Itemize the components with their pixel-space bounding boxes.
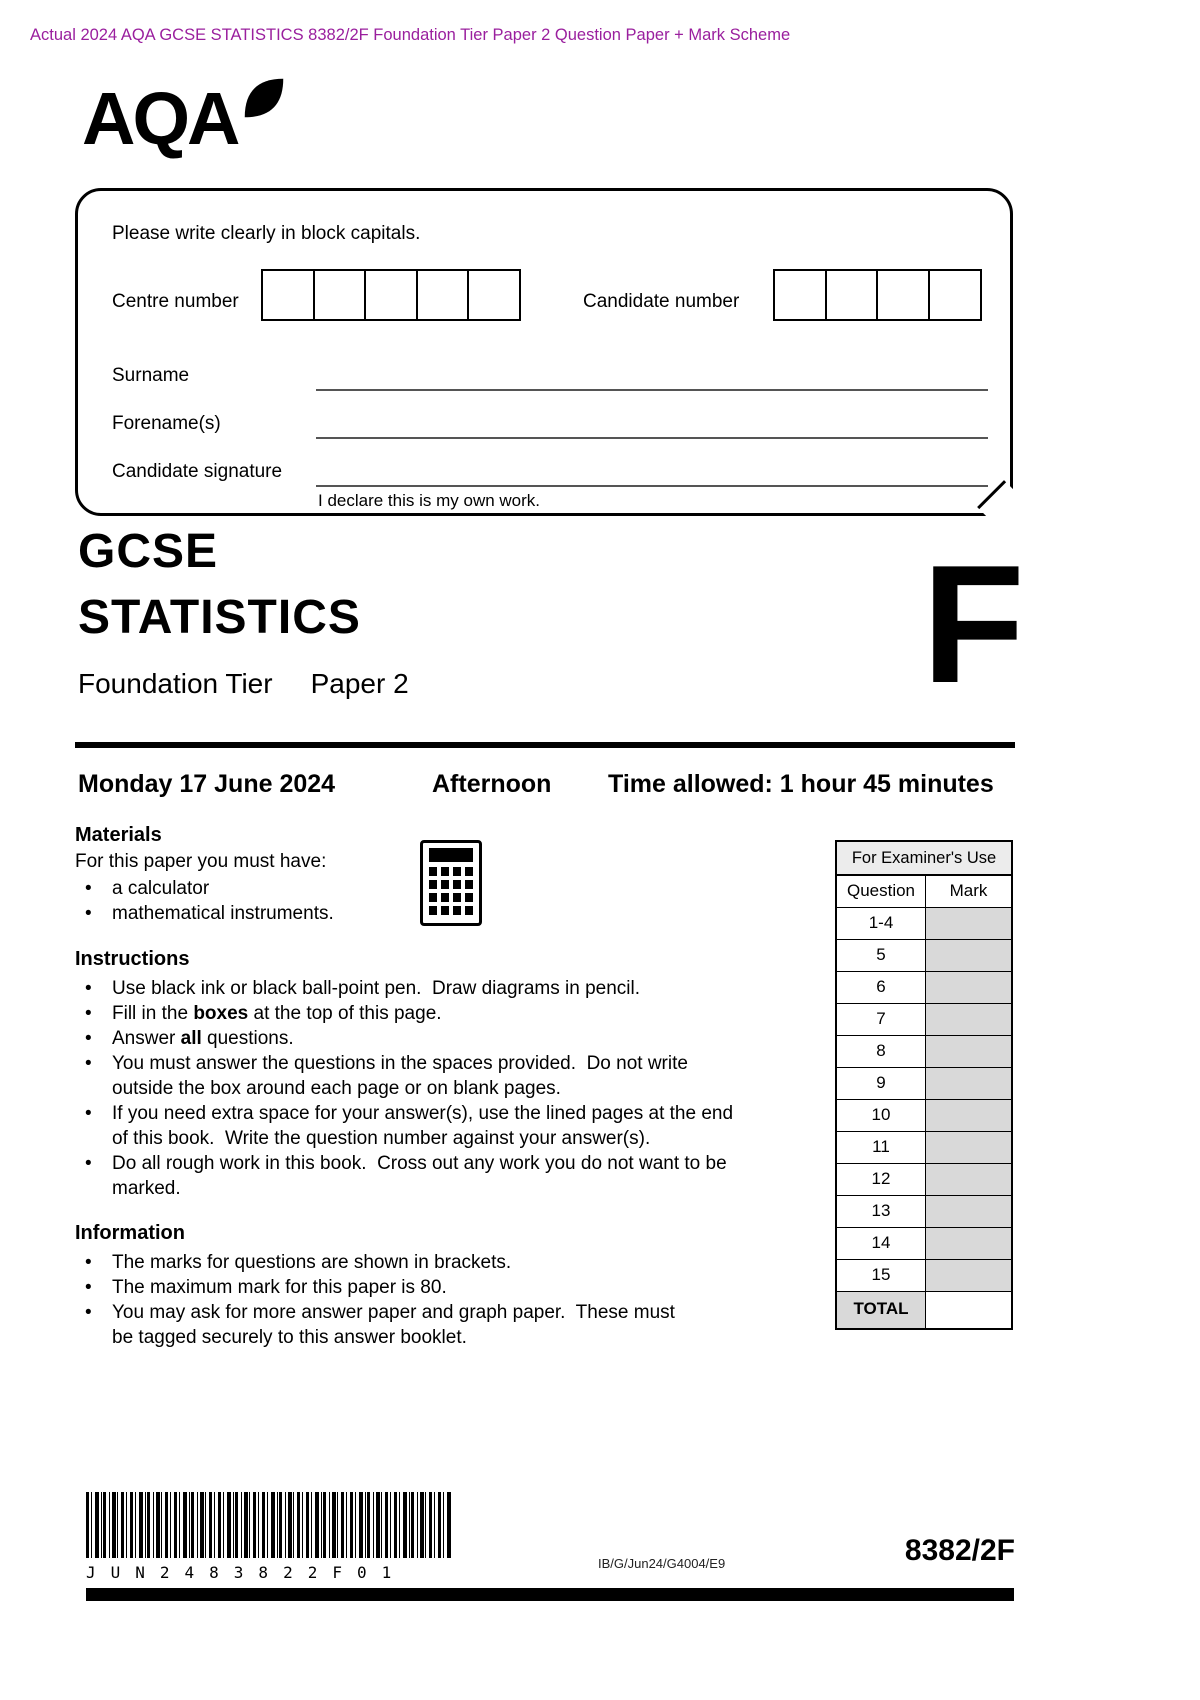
mark-cell	[926, 1068, 1011, 1099]
question-number: 14	[837, 1228, 926, 1259]
information-item	[75, 1300, 695, 1350]
instructions-list	[75, 976, 745, 1201]
examiner-row	[837, 972, 1011, 1004]
information-heading: Information	[75, 1222, 185, 1244]
materials-intro: For this paper you must have:	[75, 851, 327, 872]
candidate-details-box	[75, 188, 1013, 516]
mark-cell	[926, 908, 1011, 939]
mark-cell	[926, 1036, 1011, 1067]
candidate-number-cell[interactable]	[928, 269, 982, 321]
instruction-item	[75, 1151, 745, 1201]
calculator-keys	[429, 867, 473, 915]
candidate-number-boxes	[773, 269, 982, 321]
examiner-row	[837, 1196, 1011, 1228]
examiner-row	[837, 940, 1011, 972]
candidate-number-cell[interactable]	[773, 269, 827, 321]
forenames-input-line[interactable]	[316, 437, 988, 439]
subject-title: STATISTICS	[78, 591, 361, 644]
centre-number-cell[interactable]	[364, 269, 418, 321]
materials-heading: Materials	[75, 824, 162, 846]
total-mark-cell	[926, 1292, 1011, 1328]
information-list	[75, 1250, 695, 1350]
centre-number-cell[interactable]	[467, 269, 521, 321]
question-number: 13	[837, 1196, 926, 1227]
centre-number-cell[interactable]	[416, 269, 470, 321]
exam-time-of-day: Afternoon	[432, 770, 552, 798]
divider-rule	[75, 742, 1015, 748]
question-number: 15	[837, 1260, 926, 1291]
reference-code: IB/G/Jun24/G4004/E9	[598, 1556, 726, 1571]
examiner-row	[837, 1068, 1011, 1100]
forenames-label: Forename(s)	[112, 413, 221, 434]
examiner-table	[835, 840, 1013, 1330]
instruction-text	[112, 1001, 745, 1026]
question-number: 12	[837, 1164, 926, 1195]
mark-cell	[926, 1228, 1011, 1259]
instruction-text	[112, 1026, 745, 1051]
materials-list	[75, 876, 405, 926]
instruction-item	[75, 1001, 745, 1026]
listing-title-link[interactable]: Actual 2024 AQA GCSE STATISTICS 8382/2F Foundation Tier Paper 2 Question Paper + Mark Scheme	[30, 26, 791, 44]
centre-number-cell[interactable]	[261, 269, 315, 321]
instruction-item	[75, 976, 745, 1001]
mark-cell	[926, 1260, 1011, 1291]
materials-item-text: • a calculator	[112, 878, 210, 899]
question-number: 8	[837, 1036, 926, 1067]
surname-input-line[interactable]	[316, 389, 988, 391]
mark-cell	[926, 940, 1011, 971]
text-part-bold: boxes	[193, 1003, 249, 1024]
paper-label: Paper 2	[310, 668, 409, 699]
examiner-row	[837, 1228, 1011, 1260]
tier-letter: F	[922, 530, 1025, 718]
examiner-row	[837, 1260, 1011, 1292]
signature-label: Candidate signature	[112, 461, 283, 482]
question-number: 7	[837, 1004, 926, 1035]
materials-item	[75, 876, 405, 901]
information-item	[75, 1275, 695, 1300]
mark-cell	[926, 1004, 1011, 1035]
paper-code: 8382/2F	[904, 1534, 1015, 1567]
question-number: 10	[837, 1100, 926, 1131]
mark-cell	[926, 1164, 1011, 1195]
block-capitals-instruction: Please write clearly in block capitals.	[112, 223, 421, 244]
examiner-row	[837, 1100, 1011, 1132]
exam-date: Monday 17 June 2024	[78, 770, 336, 798]
aqa-logo-text: AQA	[82, 77, 238, 160]
tier-label: Foundation Tier	[78, 668, 273, 699]
instruction-text: • Use black ink or black ball-point pen. Draw diagrams in pencil.	[112, 978, 641, 999]
examiner-row	[837, 1036, 1011, 1068]
barcode-bars-icon	[86, 1492, 452, 1558]
barcode-text: JUN2483822F01	[86, 1563, 407, 1582]
question-number: 1-4	[837, 908, 926, 939]
examiner-row	[837, 908, 1011, 940]
mark-cell	[926, 1100, 1011, 1131]
calculator-icon	[420, 840, 482, 926]
text-part: questions.	[201, 1028, 294, 1049]
examiner-table-header	[837, 876, 1011, 908]
declaration-text: I declare this is my own work.	[318, 491, 541, 510]
text-part: Answer	[112, 1028, 181, 1049]
question-number: 9	[837, 1068, 926, 1099]
mark-cell	[926, 1132, 1011, 1163]
question-number: 6	[837, 972, 926, 1003]
mark-cell	[926, 972, 1011, 1003]
instructions-heading: Instructions	[75, 948, 190, 970]
qualification-title: GCSE	[78, 525, 219, 578]
information-item	[75, 1250, 695, 1275]
centre-number-cell[interactable]	[313, 269, 367, 321]
box-corner-cut	[977, 480, 1031, 534]
materials-item	[75, 901, 405, 926]
aqa-logo	[82, 77, 286, 160]
question-number: 11	[837, 1132, 926, 1163]
centre-number-label: Centre number	[112, 291, 239, 312]
calculator-display	[429, 848, 473, 862]
examiner-table-title: For Examiner's Use	[837, 842, 1011, 876]
instruction-item	[75, 1026, 745, 1051]
session-line	[78, 770, 1015, 800]
total-label: TOTAL	[837, 1292, 926, 1328]
text-part: at the top of this page.	[248, 1003, 442, 1024]
mark-column-header: Mark	[926, 876, 1011, 907]
candidate-number-label: Candidate number	[583, 291, 740, 312]
instruction-text: • You must answer the questions in the spaces provided. Do not write outside the box around each page or on blank pages.	[112, 1053, 694, 1099]
instruction-item	[75, 1051, 745, 1101]
barcode	[86, 1492, 452, 1582]
materials-item-text: • mathematical instruments.	[112, 903, 334, 924]
examiner-row	[837, 1164, 1011, 1196]
candidate-number-cell[interactable]	[825, 269, 879, 321]
question-number: 5	[837, 940, 926, 971]
text-part-bold: all	[180, 1028, 202, 1049]
instruction-text: • Do all rough work in this book. Cross out any work you do not want to be marked.	[112, 1153, 732, 1199]
examiner-row	[837, 1004, 1011, 1036]
information-text: • You may ask for more answer paper and graph paper. These must be tagged securely to this answer booklet.	[112, 1302, 681, 1348]
instruction-item	[75, 1101, 745, 1151]
bottom-black-bar	[86, 1588, 1014, 1601]
signature-input-line[interactable]	[316, 485, 988, 487]
examiner-total-row	[837, 1292, 1011, 1328]
tier-paper-line	[78, 668, 409, 700]
time-allowed: Time allowed: 1 hour 45 minutes	[608, 770, 994, 798]
text-part: Fill in the	[112, 1003, 194, 1024]
examiner-row	[837, 1132, 1011, 1164]
information-text: • The maximum mark for this paper is 80.	[112, 1277, 447, 1298]
instruction-text: • If you need extra space for your answer(s), use the lined pages at the end of this book. Write the question number against your answer(s).	[112, 1103, 739, 1149]
information-text: • The marks for questions are shown in brackets.	[112, 1252, 512, 1273]
candidate-number-cell[interactable]	[876, 269, 930, 321]
aqa-leaf-icon	[242, 76, 286, 120]
centre-number-boxes	[261, 269, 521, 321]
mark-cell	[926, 1196, 1011, 1227]
surname-label: Surname	[112, 365, 190, 386]
question-column-header: Question	[837, 876, 926, 907]
